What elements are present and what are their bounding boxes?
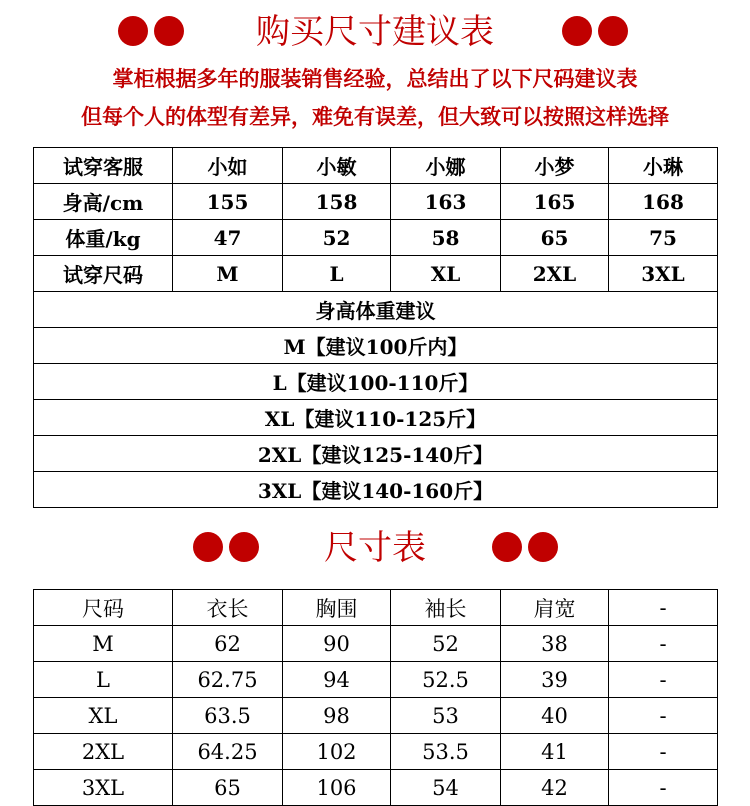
table-cell: -	[609, 662, 718, 698]
fitting-table	[33, 147, 718, 508]
page-title: 购买尺寸建议表	[256, 12, 494, 52]
advice-cell: XL【建议110-125斤】	[34, 400, 718, 436]
advice-row	[34, 436, 718, 472]
table-cell: 158	[283, 184, 391, 220]
table-cell: 试穿尺码	[34, 256, 173, 292]
table-cell: 65	[501, 220, 609, 256]
table-cell: 75	[609, 220, 718, 256]
table-cell: XL	[34, 698, 173, 734]
table-cell: M	[34, 626, 173, 662]
table-row	[34, 256, 718, 292]
table-cell: 58	[391, 220, 501, 256]
table-cell: 163	[391, 184, 501, 220]
size-table-title: 尺寸表	[324, 528, 426, 568]
table-cell: 106	[283, 770, 391, 806]
column-header: 袖长	[391, 590, 501, 626]
table-cell: 155	[173, 184, 283, 220]
table-cell: 52	[283, 220, 391, 256]
table-cell: 94	[283, 662, 391, 698]
intro-line-1: 掌柜根据多年的服装销售经验，总结出了以下尺码建议表	[112, 66, 638, 91]
advice-title: 身高体重建议	[34, 292, 718, 328]
table-cell: -	[609, 770, 718, 806]
advice-cell: 2XL【建议125-140斤】	[34, 436, 718, 472]
column-header: 肩宽	[501, 590, 609, 626]
advice-row	[34, 328, 718, 364]
table-cell: -	[609, 698, 718, 734]
advice-cell: L【建议100-110斤】	[34, 364, 718, 400]
table-cell: 小娜	[391, 148, 501, 184]
table-cell: 42	[501, 770, 609, 806]
table-cell: XL	[391, 256, 501, 292]
table-cell: 小如	[173, 148, 283, 184]
table-cell: 52	[391, 626, 501, 662]
table-cell: 身高/cm	[34, 184, 173, 220]
table-cell: 90	[283, 626, 391, 662]
table-cell: 试穿客服	[34, 148, 173, 184]
table-cell: -	[609, 626, 718, 662]
table-row	[34, 220, 718, 256]
table-cell: 39	[501, 662, 609, 698]
advice-row	[34, 364, 718, 400]
column-header: 尺码	[34, 590, 173, 626]
table-cell: 小敏	[283, 148, 391, 184]
table-cell: 体重/kg	[34, 220, 173, 256]
table-cell: 98	[283, 698, 391, 734]
table-cell: 41	[501, 734, 609, 770]
table-cell: 2XL	[34, 734, 173, 770]
advice-row	[34, 400, 718, 436]
advice-header-row	[34, 292, 718, 328]
table-cell: 62.75	[173, 662, 283, 698]
table-row	[34, 662, 718, 698]
table-cell: 2XL	[501, 256, 609, 292]
table-cell: 64.25	[173, 734, 283, 770]
table-cell: 62	[173, 626, 283, 662]
header-row	[34, 590, 718, 626]
table-cell: 47	[173, 220, 283, 256]
column-header: 衣长	[173, 590, 283, 626]
table-row	[34, 626, 718, 662]
table-cell: L	[283, 256, 391, 292]
table-cell: 102	[283, 734, 391, 770]
advice-cell: 3XL【建议140-160斤】	[34, 472, 718, 508]
table-cell: 53	[391, 698, 501, 734]
advice-row	[34, 472, 718, 508]
table-cell: 53.5	[391, 734, 501, 770]
table-cell: 168	[609, 184, 718, 220]
table-cell: 3XL	[34, 770, 173, 806]
intro-line-2: 但每个人的体型有差异，难免有误差，但大致可以按照这样选择	[81, 104, 669, 129]
table-cell: L	[34, 662, 173, 698]
table-cell: 63.5	[173, 698, 283, 734]
table-row	[34, 148, 718, 184]
table-row	[34, 184, 718, 220]
table-row	[34, 698, 718, 734]
advice-cell: M【建议100斤内】	[34, 328, 718, 364]
table-row	[34, 734, 718, 770]
table-cell: 38	[501, 626, 609, 662]
column-header: -	[609, 590, 718, 626]
table-cell: 40	[501, 698, 609, 734]
table-cell: -	[609, 734, 718, 770]
table-cell: 小琳	[609, 148, 718, 184]
table-cell: 小梦	[501, 148, 609, 184]
size-table	[33, 589, 718, 806]
table-cell: 52.5	[391, 662, 501, 698]
table-cell: M	[173, 256, 283, 292]
table-cell: 165	[501, 184, 609, 220]
table-cell: 54	[391, 770, 501, 806]
table-row	[34, 770, 718, 806]
table-cell: 65	[173, 770, 283, 806]
table-cell: 3XL	[609, 256, 718, 292]
column-header: 胸围	[283, 590, 391, 626]
